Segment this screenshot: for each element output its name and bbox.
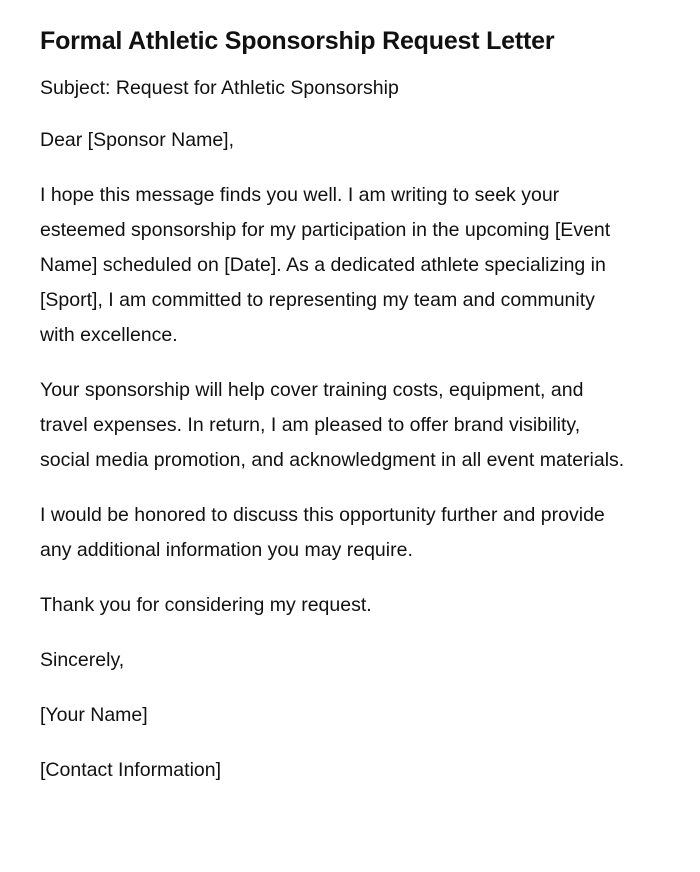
letter-subject: Subject: Request for Athletic Sponsorship (40, 77, 399, 99)
closing: Sincerely, (40, 649, 125, 671)
letter-title: Formal Athletic Sponsorship Request Letter (40, 27, 555, 55)
salutation: Dear [Sponsor Name], (40, 129, 235, 151)
body-paragraph-1: I hope this message finds you well. I am writing to seek your esteemed sponsorship for my participation in the upcoming [Event Name] scheduled on [Date]. As a dedicated athlete specializing in [Sport], I am committed to representing my team and community with excellence. (40, 184, 611, 346)
body-paragraph-2: Your sponsorship will help cover training costs, equipment, and travel expenses. In return, I am pleased to offer brand visibility, social media promotion, and acknowledgment in all event materials. (40, 379, 625, 471)
contact-information: [Contact Information] (40, 759, 222, 781)
signature-name: [Your Name] (40, 704, 148, 726)
body-paragraph-4: Thank you for considering my request. (40, 594, 372, 616)
body-paragraph-3: I would be honored to discuss this opportunity further and provide any additional information you may require. (40, 504, 605, 561)
